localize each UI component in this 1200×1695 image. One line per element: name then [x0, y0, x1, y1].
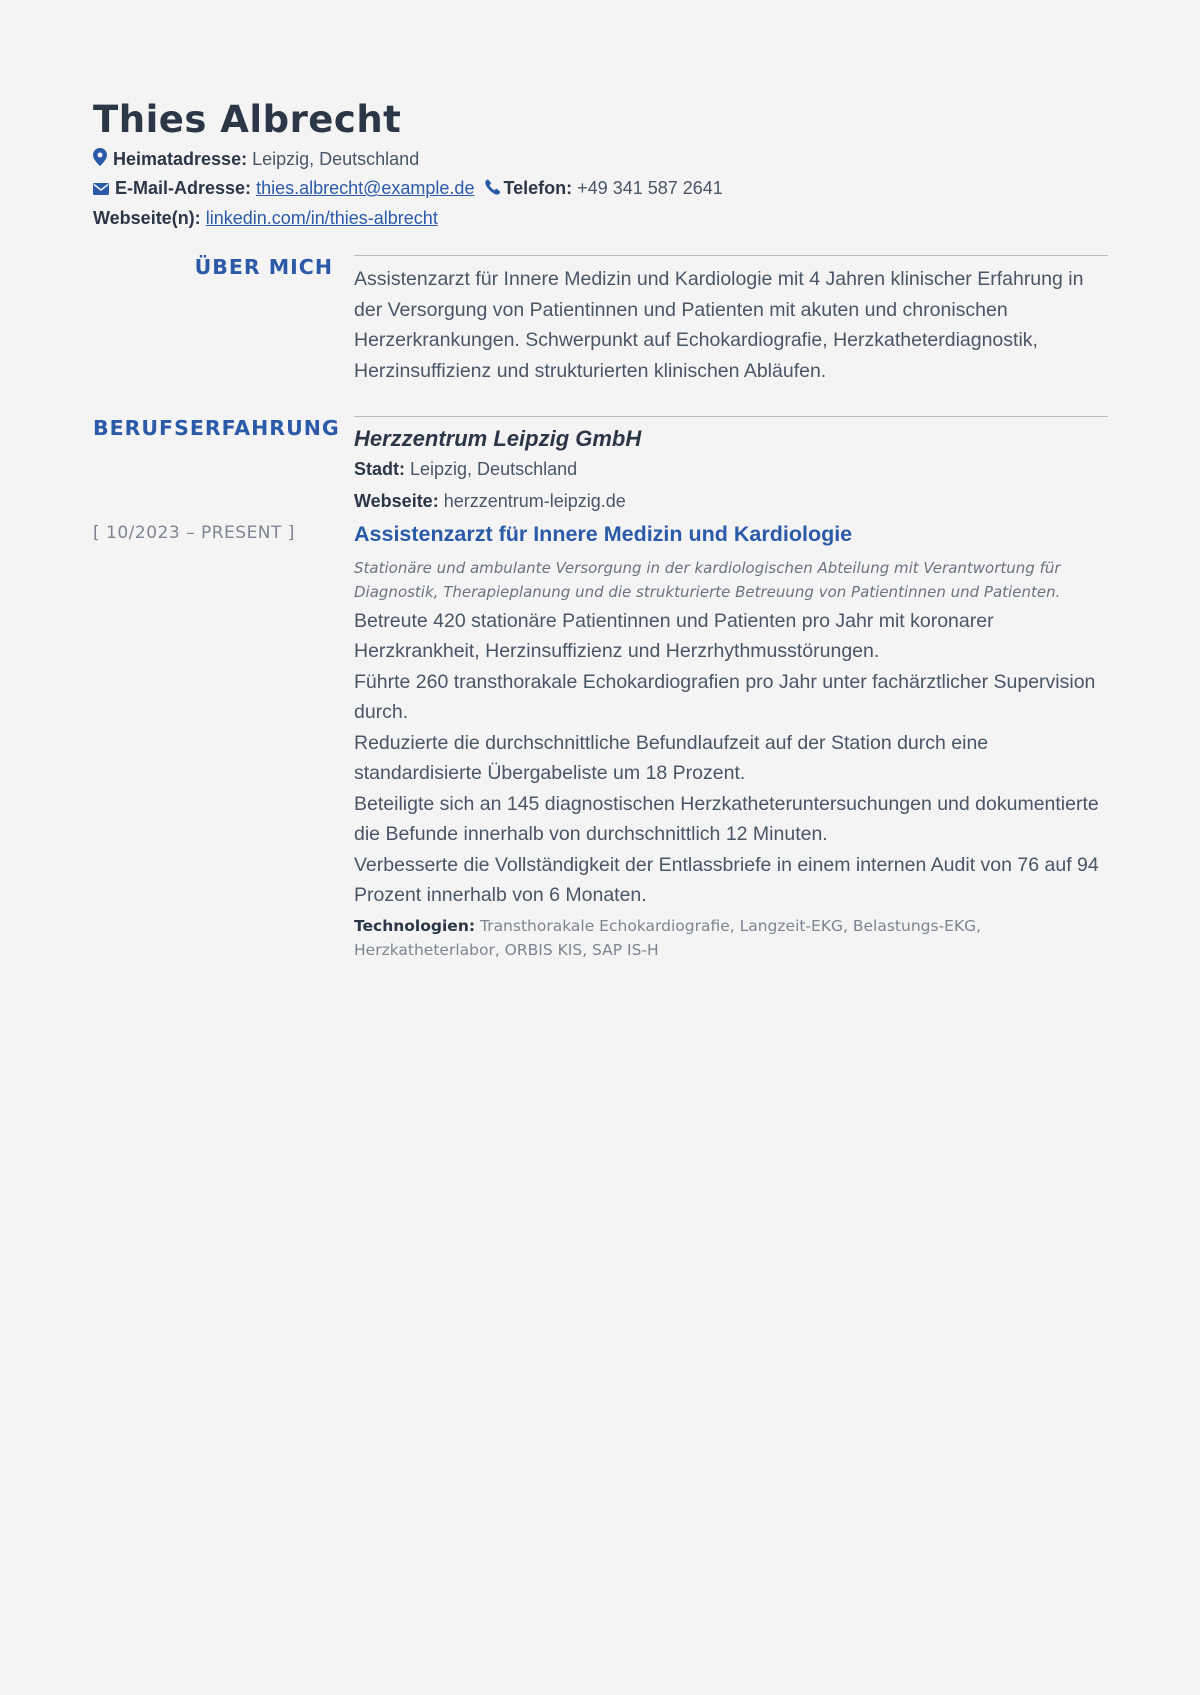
city-label: Stadt:: [354, 459, 405, 480]
map-pin-icon: [93, 146, 107, 175]
tech-value: Transthorakale Echokardiografie, Langzeit-EKG, Belastungs-EKG, Herzkatheterlabor, ORBIS KIS, SAP IS-H: [354, 917, 982, 960]
section-divider: [354, 255, 1108, 256]
about-heading: ÜBER MICH: [194, 255, 333, 280]
phone-label: Telefon:: [503, 178, 573, 199]
email-link[interactable]: thies.albrecht@example.de: [256, 178, 475, 199]
email-label: E-Mail-Adresse:: [115, 178, 252, 199]
experience-section: [93, 416, 1108, 962]
list-item: Führte 260 transthorakale Echokardiografien pro Jahr unter fachärztlicher Supervision durch.: [354, 671, 1096, 723]
phone-value: +49 341 587 2641: [577, 178, 723, 199]
tech-label: Technologien:: [354, 917, 476, 936]
company-website-value: herzzentrum-leipzig.de: [443, 490, 626, 511]
experience-heading: BERUFSERFAHRUNG: [93, 416, 340, 441]
address-label: Heimatadresse:: [113, 148, 248, 169]
company-website-label: Webseite:: [354, 490, 439, 511]
company-city: [354, 454, 1108, 486]
email-phone-line: [93, 174, 1108, 204]
job-entry: [93, 519, 1108, 962]
about-section: [93, 255, 1108, 386]
address-value: Leipzig, Deutschland: [252, 148, 420, 169]
list-item: Reduzierte die durchschnittliche Befundlaufzeit auf der Station durch eine standardisierte Übergabeliste um 18 Prozent.: [354, 732, 989, 784]
company-name: Herzzentrum Leipzig GmbH: [354, 426, 642, 452]
website-line: [93, 204, 1108, 233]
about-text: Assistenzarzt für Innere Medizin und Kardiologie mit 4 Jahren klinischer Erfahrung in der Versorgung von Patientinnen und Patienten mit akuten und chronischen Herzerkrankungen. Schwerpunkt auf Echokardiografie, Herzkatheterdiagnostik, Herzinsuffizienz und strukturierten klinischen Abläufen.: [354, 268, 1084, 382]
job-bullets: [354, 607, 1108, 910]
envelope-icon: [93, 175, 109, 204]
company-website: [354, 486, 1108, 518]
city-value: Leipzig, Deutschland: [410, 459, 578, 480]
technologies: [354, 914, 1108, 962]
job-description: Stationäre und ambulante Versorgung in der kardiologischen Abteilung mit Verantwortung für Diagnostik, Therapieplanung und die strukturierte Betreuung von Patientinnen und Patienten.: [354, 559, 1061, 602]
phone-icon: [485, 175, 501, 204]
job-date: [ 10/2023 – PRESENT ]: [93, 523, 295, 544]
job-title: Assistenzarzt für Innere Medizin und Kardiologie: [354, 522, 853, 547]
resume-page: [93, 100, 1108, 962]
list-item: Beteiligte sich an 145 diagnostischen Herzkatheteruntersuchungen und dokumentierte die Befunde innerhalb von durchschnittlich 12 Minuten.: [354, 793, 1099, 845]
list-item: Betreute 420 stationäre Patientinnen und Patienten pro Jahr mit koronarer Herzkrankheit, Herzinsuffizienz und Herzrhythmusstörungen.: [354, 610, 994, 662]
list-item: Verbesserte die Vollständigkeit der Entlassbriefe in einem internen Audit von 76 auf 94 Prozent innerhalb von 6 Monaten.: [354, 854, 1099, 906]
website-link[interactable]: linkedin.com/in/thies-albrecht: [205, 207, 438, 228]
address-line: [93, 145, 1108, 175]
person-name: Thies Albrecht: [93, 98, 402, 141]
section-divider: [354, 416, 1108, 417]
website-label: Webseite(n):: [93, 207, 201, 228]
